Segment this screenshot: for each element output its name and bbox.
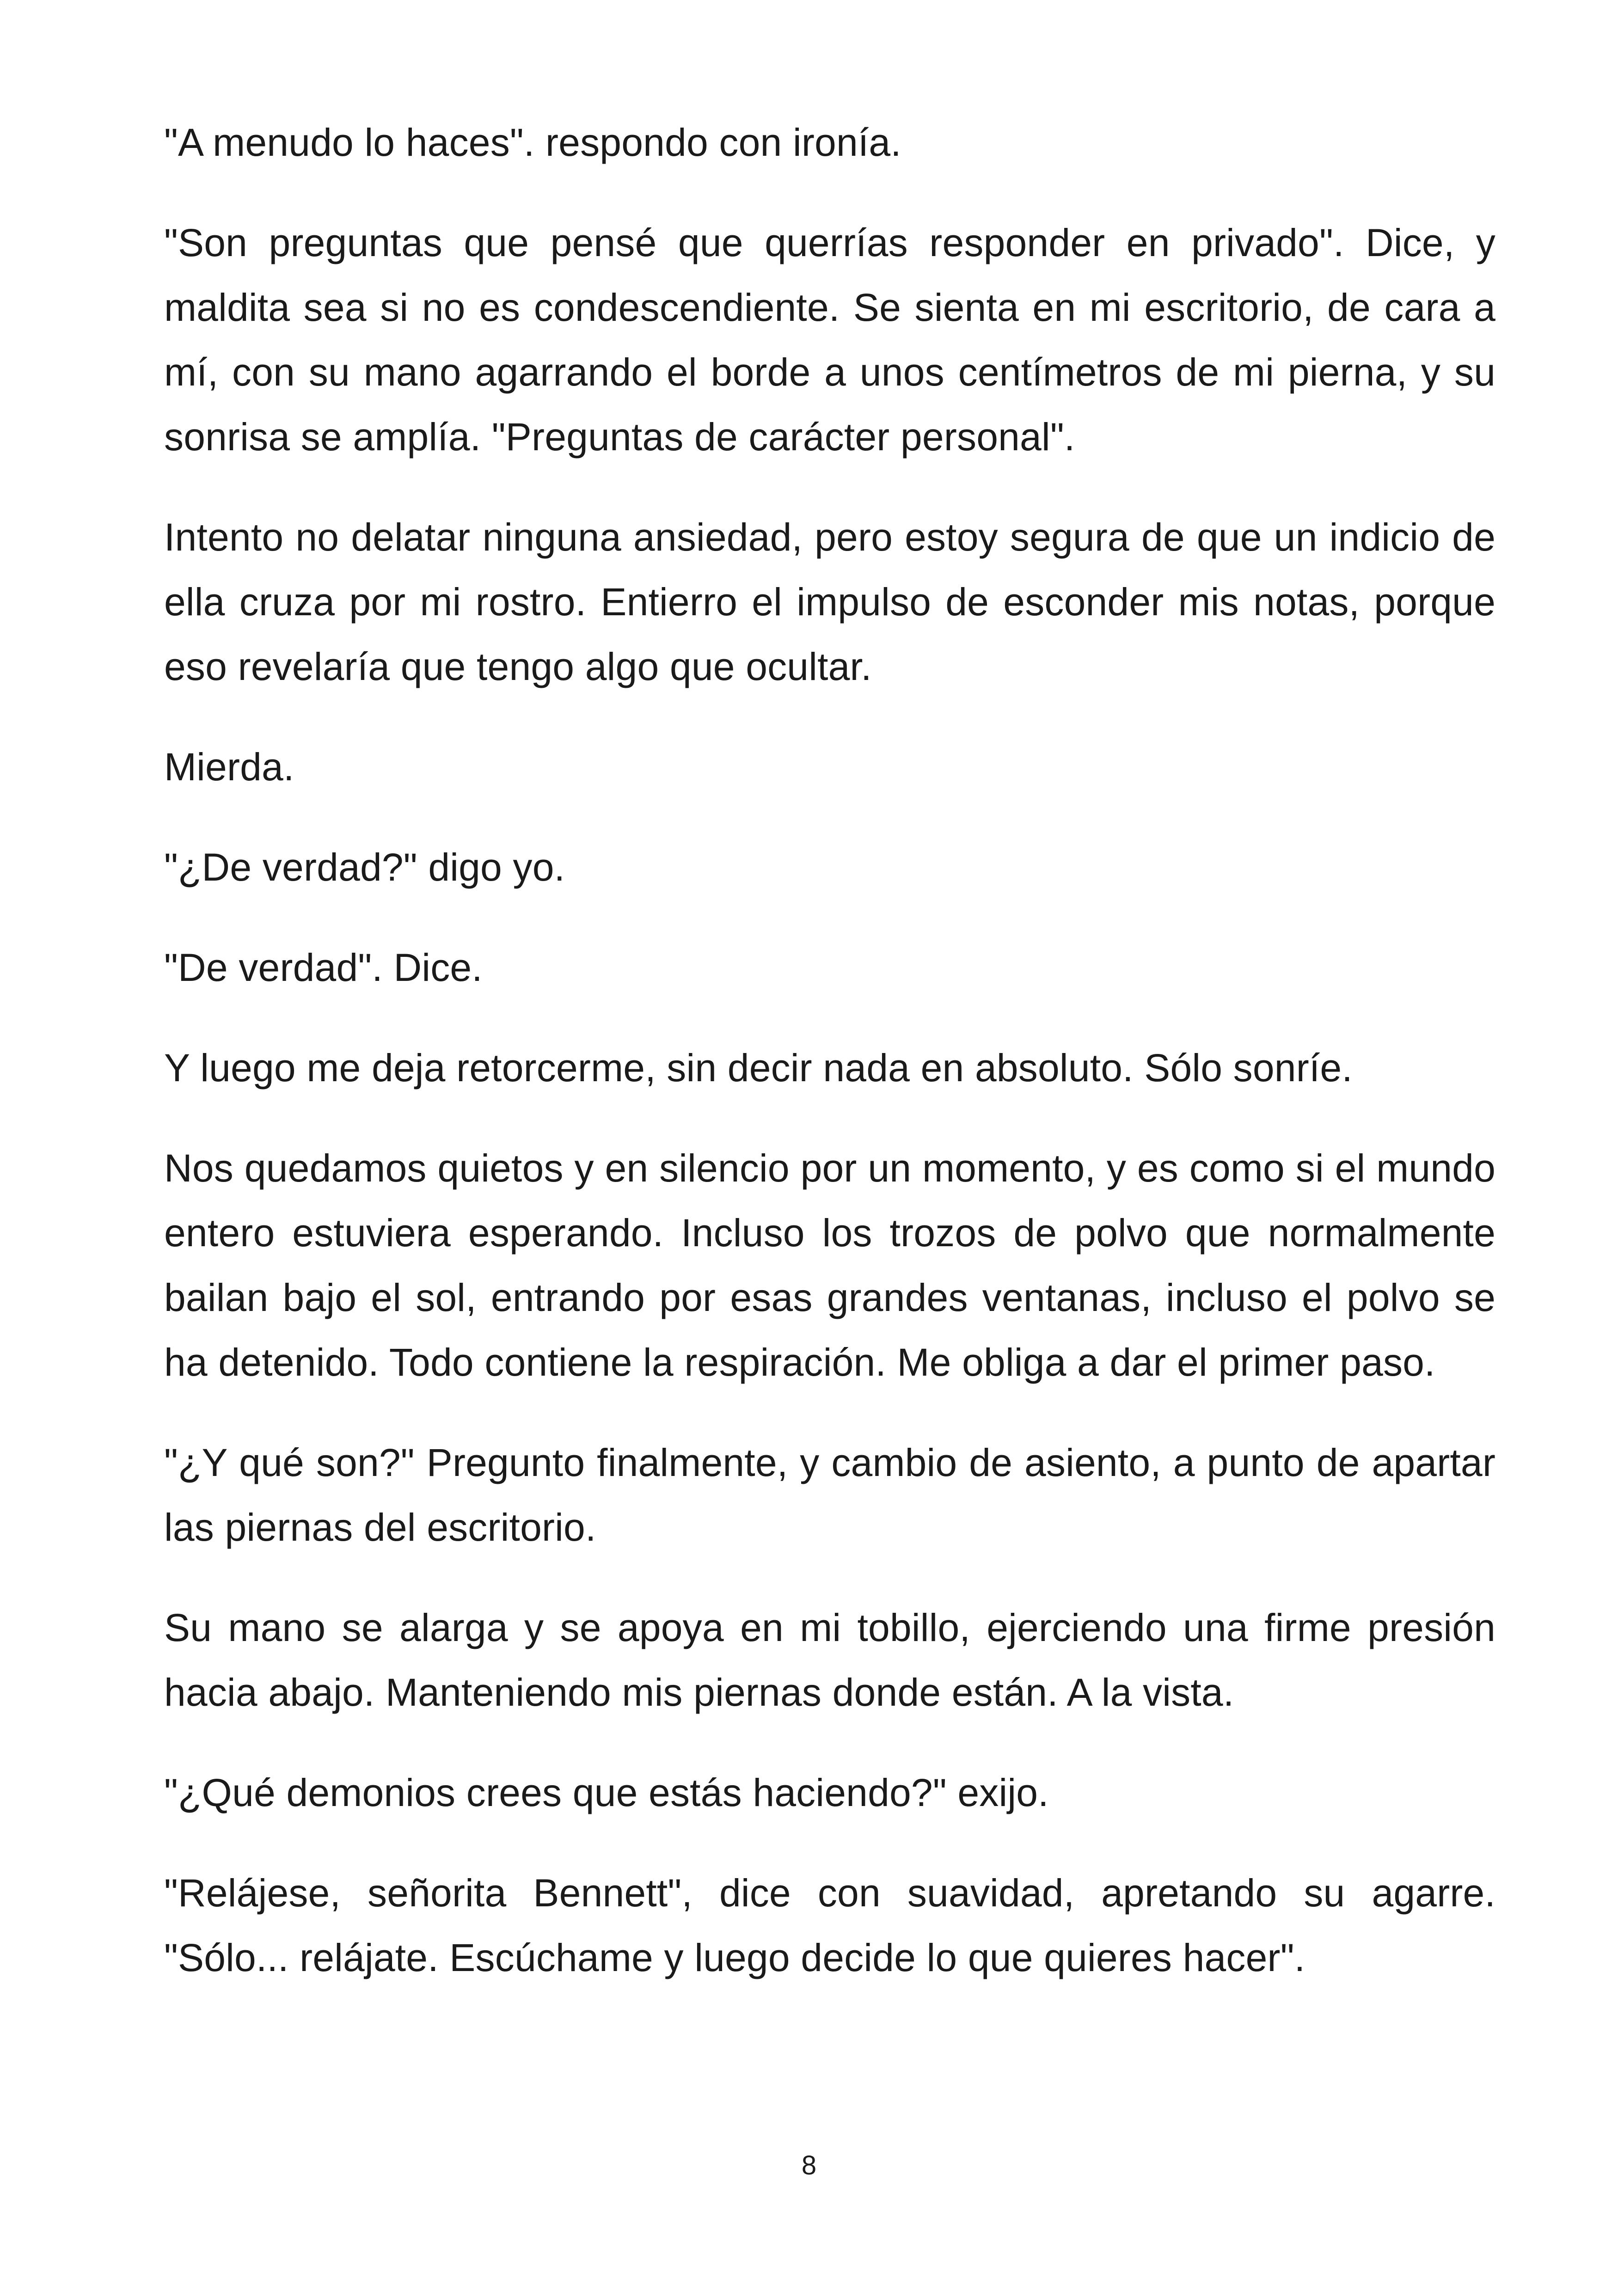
paragraph: Intento no delatar ninguna ansiedad, pero estoy segura de que un indicio de ella cruza por mi rostro. Entierro el impulso de esconder mis notas, porque eso revelaría que tengo algo que ocultar. bbox=[164, 515, 1495, 688]
paragraph: "Relájese, señorita Bennett", dice con suavidad, apretando su agarre. "Sólo... relájate. Escúchame y luego decide lo que quieres hacer". bbox=[164, 1871, 1495, 1979]
paragraph: "¿Qué demonios crees que estás haciendo?" exijo. bbox=[164, 1771, 1049, 1814]
paragraph: "De verdad". Dice. bbox=[164, 946, 483, 989]
paragraph: "¿De verdad?" digo yo. bbox=[164, 845, 565, 889]
body-text bbox=[164, 110, 1495, 2026]
paragraph: Nos quedamos quietos y en silencio por un momento, y es como si el mundo entero estuviera esperando. Incluso los trozos de polvo que normalmente bailan bajo el sol, entrando por esas grandes ventanas, incluso el polvo se ha detenido. Todo contiene la respiración. Me obliga a dar el primer paso. bbox=[164, 1146, 1495, 1384]
page-number: 8 bbox=[801, 2150, 817, 2180]
paragraph: "¿Y qué son?" Pregunto finalmente, y cambio de asiento, a punto de apartar las piernas del escritorio. bbox=[164, 1441, 1495, 1549]
paragraph: Mierda. bbox=[164, 745, 294, 789]
paragraph: Y luego me deja retorcerme, sin decir nada en absoluto. Sólo sonríe. bbox=[164, 1046, 1353, 1090]
paragraph: Su mano se alarga y se apoya en mi tobillo, ejerciendo una firme presión hacia abajo. Manteniendo mis piernas donde están. A la vista. bbox=[164, 1606, 1495, 1714]
paragraph: "A menudo lo haces". respondo con ironía. bbox=[164, 121, 901, 164]
paragraph: "Son preguntas que pensé que querrías responder en privado". Dice, y maldita sea si no es condescendiente. Se sienta en mi escritorio, de cara a mí, con su mano agarrando el borde a unos centímetros de mi pierna, y su sonrisa se amplía. "Preguntas de carácter personal". bbox=[164, 221, 1495, 459]
